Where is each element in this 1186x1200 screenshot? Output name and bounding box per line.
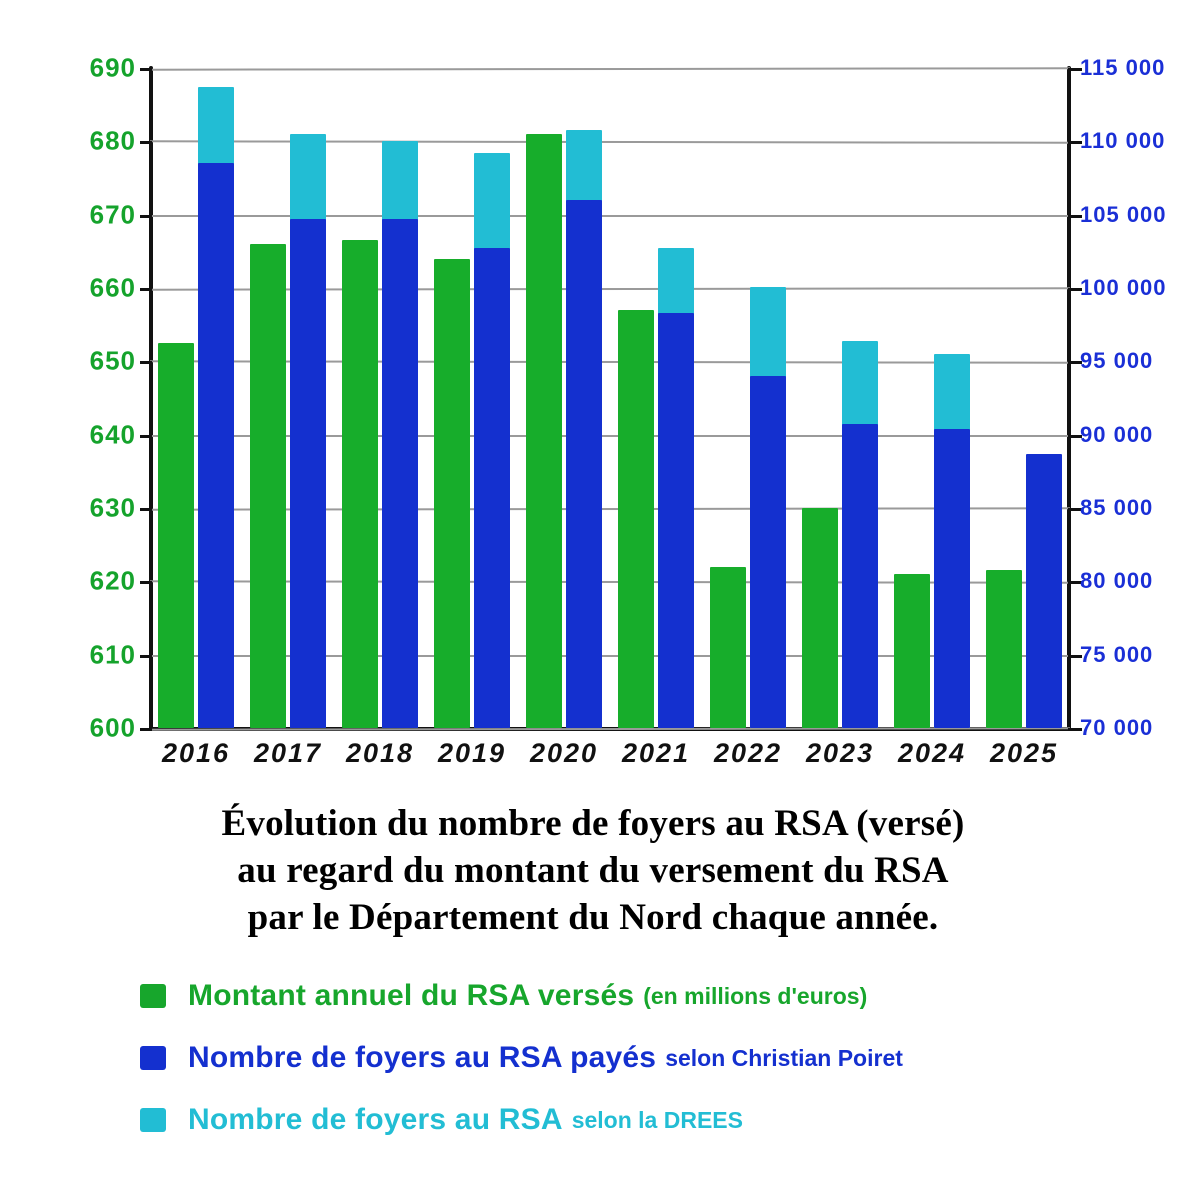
- left-axis-tick: [140, 435, 152, 438]
- bar-blue-2018: [382, 219, 418, 728]
- right-axis-label: 90 000: [1080, 421, 1154, 447]
- right-axis-label: 75 000: [1080, 641, 1154, 667]
- right-axis-label: 85 000: [1080, 495, 1154, 520]
- legend-item-2: [140, 1027, 1140, 1089]
- legend-label: Montant annuel du RSA versés: [188, 979, 635, 1012]
- legend-sublabel: selon la DREES: [571, 1106, 743, 1133]
- bar-blue-2017: [290, 219, 326, 728]
- left-axis-label: 650: [89, 345, 136, 376]
- gridline: [150, 507, 1070, 510]
- right-axis-label: 105 000: [1080, 201, 1167, 227]
- legend-swatch-icon: [140, 1046, 166, 1070]
- left-axis-tick: [140, 288, 152, 291]
- x-axis-label-2019: 2019: [437, 738, 507, 768]
- left-axis-label: 600: [89, 712, 136, 743]
- caption-line-3: par le Département du Nord chaque année.: [247, 897, 939, 938]
- bar-blue-2025: [1026, 454, 1062, 728]
- gridline: [150, 361, 1070, 364]
- bar-green-2023: [802, 508, 838, 728]
- right-axis-label: 115 000: [1080, 55, 1166, 80]
- bar-blue-2024: [934, 429, 970, 728]
- bar-green-2020: [526, 134, 562, 728]
- x-axis-label-2024: 2024: [897, 738, 967, 768]
- legend-item-3: [140, 1089, 1140, 1151]
- caption-line-2: au regard du montant du versement du RSA: [237, 850, 949, 891]
- gridline: [150, 215, 1070, 217]
- gridline: [150, 67, 1070, 70]
- left-axis-label: 640: [89, 419, 136, 450]
- left-axis-label: 620: [89, 565, 136, 596]
- legend-item-1: [140, 965, 1140, 1027]
- bar-green-2021: [618, 310, 654, 728]
- left-axis-label: 690: [89, 52, 136, 83]
- left-axis-label: 610: [89, 639, 136, 670]
- right-axis-label: 95 000: [1080, 348, 1154, 374]
- left-axis-label: 670: [89, 199, 136, 230]
- x-axis-label-2018: 2018: [345, 738, 415, 768]
- legend-swatch-icon: [140, 984, 166, 1008]
- caption-line-1: Évolution du nombre de foyers au RSA (versé): [221, 803, 965, 844]
- bar-green-2022: [710, 567, 746, 728]
- left-axis-tick: [140, 215, 152, 218]
- gridline: [150, 655, 1070, 657]
- chart-legend: [140, 965, 1140, 1151]
- legend-swatch-icon: [140, 1108, 166, 1132]
- left-axis-tick: [140, 141, 152, 144]
- bar-green-2025: [986, 570, 1022, 728]
- left-axis-label: 680: [89, 125, 136, 156]
- right-axis-label: 110 000: [1080, 128, 1166, 154]
- plot-region: [150, 68, 1070, 728]
- x-axis-label-2021: 2021: [621, 738, 691, 768]
- gridline: [150, 141, 1070, 144]
- gridline: [150, 581, 1070, 584]
- left-axis-tick: [140, 728, 152, 731]
- x-axis-label-2023: 2023: [805, 738, 875, 768]
- bar-green-2016: [158, 343, 194, 728]
- bar-blue-2019: [474, 248, 510, 728]
- legend-sublabel: selon Christian Poiret: [665, 1044, 903, 1071]
- left-axis-tick: [140, 581, 152, 584]
- bar-green-2024: [894, 574, 930, 728]
- left-axis-label: 630: [89, 492, 136, 523]
- left-axis-label: 660: [89, 272, 136, 303]
- bar-blue-2022: [750, 376, 786, 728]
- x-axis-label-2025: 2025: [989, 738, 1059, 768]
- left-axis-tick: [140, 68, 152, 71]
- gridline: [150, 287, 1070, 290]
- chart-caption: [0, 800, 1186, 941]
- bar-blue-2016: [198, 163, 234, 728]
- x-axis-label-2016: 2016: [161, 738, 231, 768]
- legend-label: Nombre de foyers au RSA: [188, 1103, 563, 1136]
- gridline: [150, 435, 1070, 437]
- x-axis-label-2022: 2022: [713, 738, 783, 768]
- right-axis-label: 80 000: [1080, 568, 1154, 594]
- bar-blue-2021: [658, 313, 694, 728]
- left-axis-tick: [140, 361, 152, 364]
- legend-sublabel: (en millions d'euros): [643, 982, 868, 1009]
- bar-green-2017: [250, 244, 286, 728]
- x-axis-label-2020: 2020: [529, 738, 599, 768]
- bar-green-2018: [342, 240, 378, 728]
- right-axis-label: 70 000: [1080, 715, 1154, 740]
- bar-green-2019: [434, 259, 470, 728]
- left-axis-tick: [140, 508, 152, 511]
- right-axis-label: 100 000: [1080, 275, 1167, 300]
- bar-blue-2020: [566, 200, 602, 728]
- legend-label: Nombre de foyers au RSA payés: [188, 1041, 657, 1074]
- bar-blue-2023: [842, 424, 878, 728]
- x-axis-label-2017: 2017: [253, 738, 323, 768]
- left-axis-tick: [140, 655, 152, 658]
